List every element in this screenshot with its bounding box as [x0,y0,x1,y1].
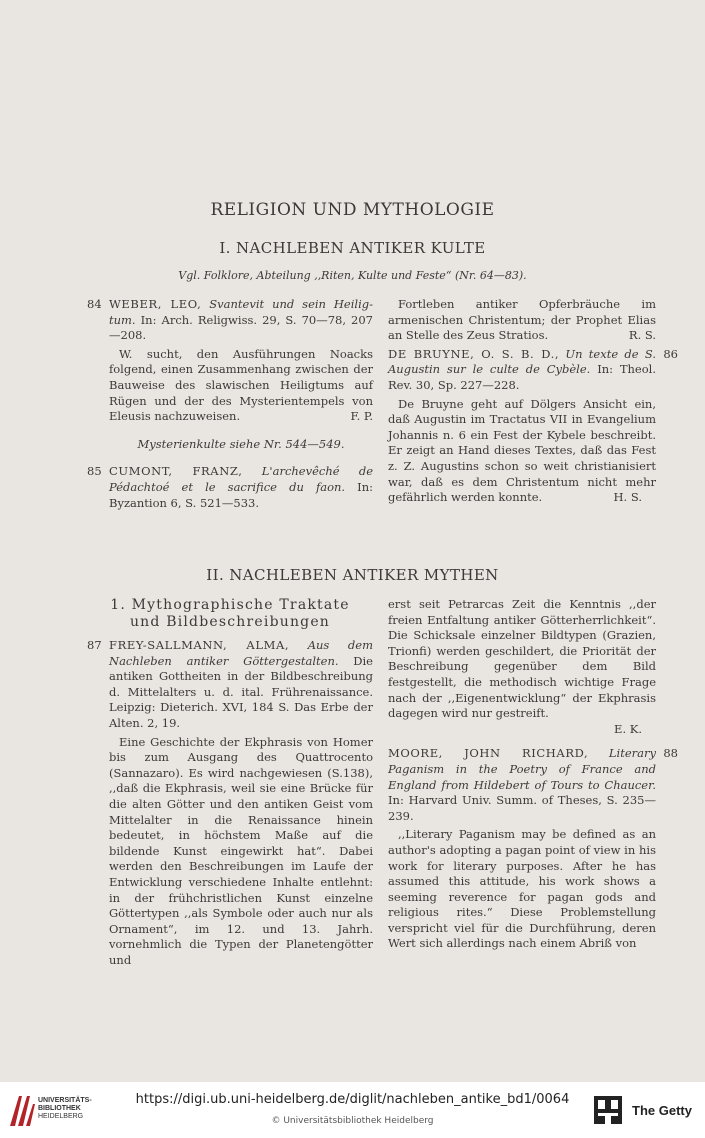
entry-source: In: Arch. Religwiss. 29, S. 70—78, 207—208. [109,312,373,343]
section-heading-1: I. NACHLEBEN ANTIKER KULTE [219,239,486,257]
entry-87-continuation: erst seit Petrarcas Zeit die Kenntnis ,,der freien Entfaltung antiker Götterherrlichkeit“. Die Schicksale einzelner Bildtypen (Grazien, Trionfi) werden geschildert, die Priorität der Beschreibung gegenüber dem Bild festgestellt, die methodisch wichtige Frage nach der ,,Eigenentwicklung“ der Ekphrasis dagegen wird nur gestreift. [388,597,656,721]
cross-reference-note: Vgl. Folklore, Abteilung ,,Riten, Kulte und Feste“ (Nr. 64—83). [178,269,527,282]
entry-title: Svantevit und sein Heilig-tum. [109,297,373,327]
institution-name: UNIVERSITÄTS- BIBLIOTHEK HEIDELBERG [38,1097,92,1120]
entry-87 [87,638,373,732]
page-title: RELIGION UND MYTHOLOGIE [210,200,495,220]
section1-left-column [87,297,373,511]
entry-author: WEBER, LEO, [109,297,202,311]
entry-source: Die antiken Gottheiten in der Bildbeschreibung d. Mittelalters u. d. ital. Frührenaissance. Leipzig: Dieterich. XVI, 184 S. Das Erbe der Alten. 2, 19. [109,653,373,730]
entry-number: 87 [87,638,102,652]
entry-87-body: Eine Geschichte der Ekphrasis von Homer bis zum Ausgang des Quattrocento (Sannazaro). Es wird nachgewiesen (S.138), ,,daß die Ekphrasis, weil sie eine Brücke für die alten Götter und den antiken Geist vom Mittelalter in die Renaissance hinein bedeutet, in höchstem Maße auf die bildende Kunst eingewirkt hat“. Dabei werden den Beschreibungen im Laufe der Entwicklung verschiedene Inhalte entlehnt: in der frühchristlichen Kunst einzelne Göttertypen ,,als Symbole oder auch nur als Ornament“, im 12. und 13. Jahrh. vornehmlich die Typen der Planetengötter und [109,734,373,967]
entry-84-body: W. sucht, den Ausführungen Noacks folgend, einen Zusammenhang zwischen der Bauweise des slawischen Heiligtums auf Rügen und der des Mysterientempels von Eleusis nachzuweisen. F. P. [109,346,373,424]
entry-number: 88 [663,746,678,761]
reviewer-signature: R. S. [628,328,656,343]
subsection-heading: 1. Mythographische Traktate und Bildbeschreibungen [110,597,350,630]
entry-86 [388,346,678,394]
entry-author: CUMONT, FRANZ, [109,464,243,479]
entry-88 [388,746,678,824]
entry-source: In: Harvard Univ. Summ. of Theses, S. 235—239. [388,793,656,823]
entry-title: Literary Paganism in the Poetry of France and England from Hildebert of Tours to Chaucer. [388,746,656,792]
section2-right-column [388,597,678,952]
section1-right-column [388,297,678,506]
permalink-url[interactable]: https://digi.ub.uni-heidelberg.de/diglit/nachleben_antike_bd1/0064 [135,1092,570,1107]
entry-source: In: Theol. Rev. 30, Sp. 227—228. [388,362,656,392]
entry-author: DE BRUYNE, O. S. B. D., [388,346,560,361]
entry-number: 85 [87,464,102,479]
entry-85-body: Fortleben antiker Opferbräuche im armenischen Christentum; der Prophet Elias an Stelle des Zeus Stratios. R. S. [388,297,656,343]
entry-title: Un texte de S. Augustin sur le culte de Cybèle. [388,346,657,377]
entry-number: 86 [663,346,678,361]
section-heading-2: II. NACHLEBEN ANTIKER MYTHEN [206,566,499,584]
section2-left-column [87,597,373,968]
entry-author: MOORE, JOHN RICHARD, [388,746,589,761]
partner-name: The Getty [632,1103,692,1118]
entry-88-body: ,,Literary Paganism may be defined as an author's adopting a pagan point of view in his work for literary purposes. After he has assumed this attitude, his work shows a seeming reverence for pagan gods and religious rites.“ Diese Problemstellung verspricht viel für die Durchführung, deren Wert sich allerdings nach einem Abriß von [388,827,656,951]
entry-85 [87,464,373,511]
reviewer-signature: F. P. [350,409,373,424]
digitization-footer [0,1082,705,1138]
crossref-mysterienkulte: Mysterienkulte siehe Nr. 544—549. [137,436,345,451]
reviewer-signature: H. S. [613,490,642,505]
entry-86-body: De Bruyne geht auf Dölgers Ansicht ein, daß Augustin im Tractatus VII in Evangelium Johannis n. 6 ein Fest der Kybele beschreibt. Er zeigt an Hand dieses Textes, daß das Fest z. Z. Augustins schon so weit christianisiert war, daß es dem Christentum nicht mehr gefährlich werden konnte. H. S. [388,396,656,505]
entry-84 [87,297,373,344]
entry-title: Aus dem Nachleben antiker Göttergestalten. [109,638,374,668]
entry-author: FREY-SALLMANN, ALMA, [109,638,290,652]
entry-number: 84 [87,297,102,311]
getty-logo-icon [594,1096,622,1124]
reviewer-signature: E. K. [614,721,642,736]
entry-title: L'archevêché de Pédachtoé et le sacrifice du faon. [109,464,373,494]
entry-source: In: Byzantion 6, S. 521—533. [109,479,373,510]
copyright-notice: © Universitätsbibliothek Heidelberg [271,1116,434,1126]
